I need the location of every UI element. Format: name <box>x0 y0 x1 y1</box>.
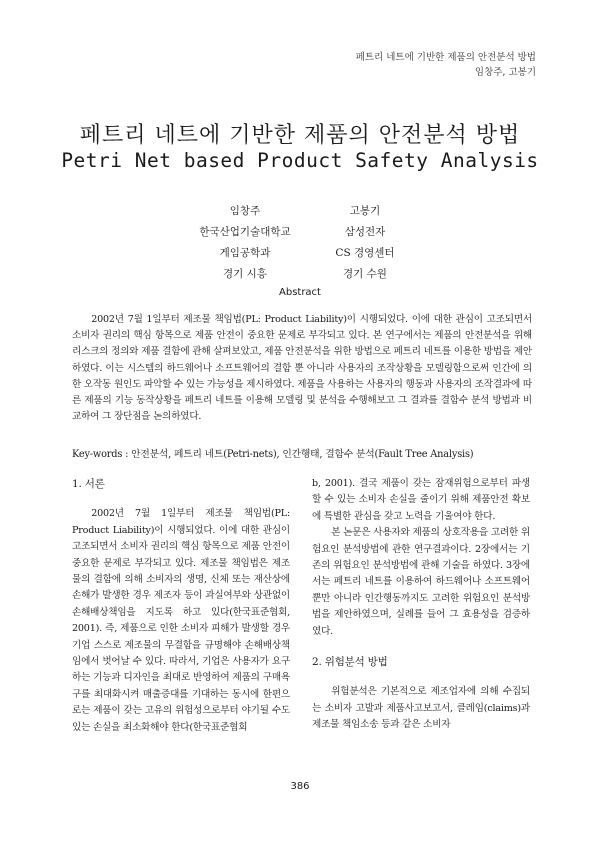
paper-title-korean: 페트리 네트에 기반한 제품의 안전분석 방법 <box>79 123 521 148</box>
intro-paragraph-1-continued: b, 2001). 결국 제품이 갖는 잠재위험으로부터 파생할 수 있는 소비자 손실을 줄이기 위해 제품안전 확보에 특별한 관심을 갖고 노력을 기울여야 한다. <box>312 478 530 522</box>
author-department: 게임공학과 <box>219 247 271 259</box>
right-column <box>312 476 530 734</box>
left-column <box>72 476 290 736</box>
author-block <box>190 201 420 285</box>
author-location: 경기 수원 <box>343 268 387 280</box>
intro-paragraph-1: 2002년 7월 1일부터 제조물 책임법(PL: Product Liability)이 시행되었다. 이에 대한 관심이 고조되면서 소비자 권리의 핵심 항목으로 제품 안전이 중요한 문제로 부각되고 있다. 제조물 책임법은 제조물의 결함에 의해 소비자의 생명, 신체 또는 재산상에 손해가 발생한 경우 제조자 등이 과실여부와 상관없이 손해배상책임을 지도록 하고 있다(한국표준협회, 2001). 즉, 제품으로 인한 소비자 피해가 발생할 경우 기업 스스로 제조물의 무결함을 규명해야 손해배상책임에서 벗어날 수 있다. 따라서, 기업은 사용자가 요구하는 기능과 디자인을 최대로 반영하여 제품의 구매욕구를 최대화시켜 매출증대를 기대하는 동시에 한편으로는 제품이 갖는 고유의 위험성으로부터 야기될 수도 있는 손실을 최소화해야 한다(한국표준협회 <box>72 508 290 733</box>
paper-title-english: Petri Net based Product Safety Analysis <box>61 149 539 172</box>
section-heading-hazard-analysis: 2. 위험분석 방법 <box>312 656 388 669</box>
section-heading-intro: 1. 서론 <box>72 478 105 490</box>
author-department: CS 경영센터 <box>335 247 395 259</box>
running-head-authors: 임창주, 고봉기 <box>474 67 536 78</box>
running-head <box>356 50 536 80</box>
author-name: 고봉기 <box>349 205 381 217</box>
keywords: Key-words : 안전분석, 페트리 네트(Petri-nets), 인간행태, 결함수 분석(Fault Tree Analysis) <box>72 449 474 460</box>
intro-paragraph-2: 본 논문은 사용자와 제품의 상호작용을 고려한 위험요인 분석방법에 관한 연구결과이다. 2장에서는 기존의 위험요인 분석방법에 관해 기술을 하였다. 3장에서는 페트리 네트를 이용하여 하드웨어나 소프트웨어뿐만 아니라 인간행동까지도 고려한 위험요인 분석방법을 제안하였으며, 실례를 들어 그 효용성을 검증하였다. <box>312 527 530 637</box>
hazard-paragraph-1: 위험분석은 기본적으로 제조업자에 의해 수집되는 소비자 고발과 제품사고보고서, 클레임(claims)과 제조물 책임소송 등과 같은 소비자 <box>312 686 530 731</box>
abstract-heading: Abstract <box>279 287 321 298</box>
author-2 <box>310 201 420 285</box>
page-number: 386 <box>290 781 310 792</box>
author-affiliation: 한국산업기술대학교 <box>199 226 291 238</box>
running-head-title: 페트리 네트에 기반한 제품의 안전분석 방법 <box>355 52 536 63</box>
author-location: 경기 시흥 <box>223 268 267 280</box>
abstract-body: 2002년 7월 1일부터 제조물 책임법(PL: Product Liability)이 시행되었다. 이에 대한 관심이 고조되면서 소비자 권리의 핵심 항목으로 제품 안전이 중요한 문제로 부각되고 있다. 본 연구에서는 제품의 안전분석을 위해 리스크의 정의와 제품 결함에 관해 살펴보았고, 제품 안전분석을 위한 방법으로 페트리 네트를 이용한 방법을 제안하였다. 이는 시스템의 하드웨어나 소프트웨어의 결함 뿐 아니라 사용자의 조작상황을 모델링함으로써 인간에 의한 오작동 원인도 파악할 수 있는 가능성을 제시하였다. 제품을 사용하는 사용자의 행동과 사용자의 조작결과에 따른 제품의 기능 동작상황을 페트리 네트를 이용해 모델링 및 분석을 수행해보고 그 결과를 결함수 분석 방법과 비교하여 그 장단점을 논의하였다. <box>72 314 532 423</box>
author-1 <box>190 201 300 285</box>
author-affiliation: 삼성전자 <box>344 226 386 238</box>
author-name: 임창주 <box>229 205 261 217</box>
